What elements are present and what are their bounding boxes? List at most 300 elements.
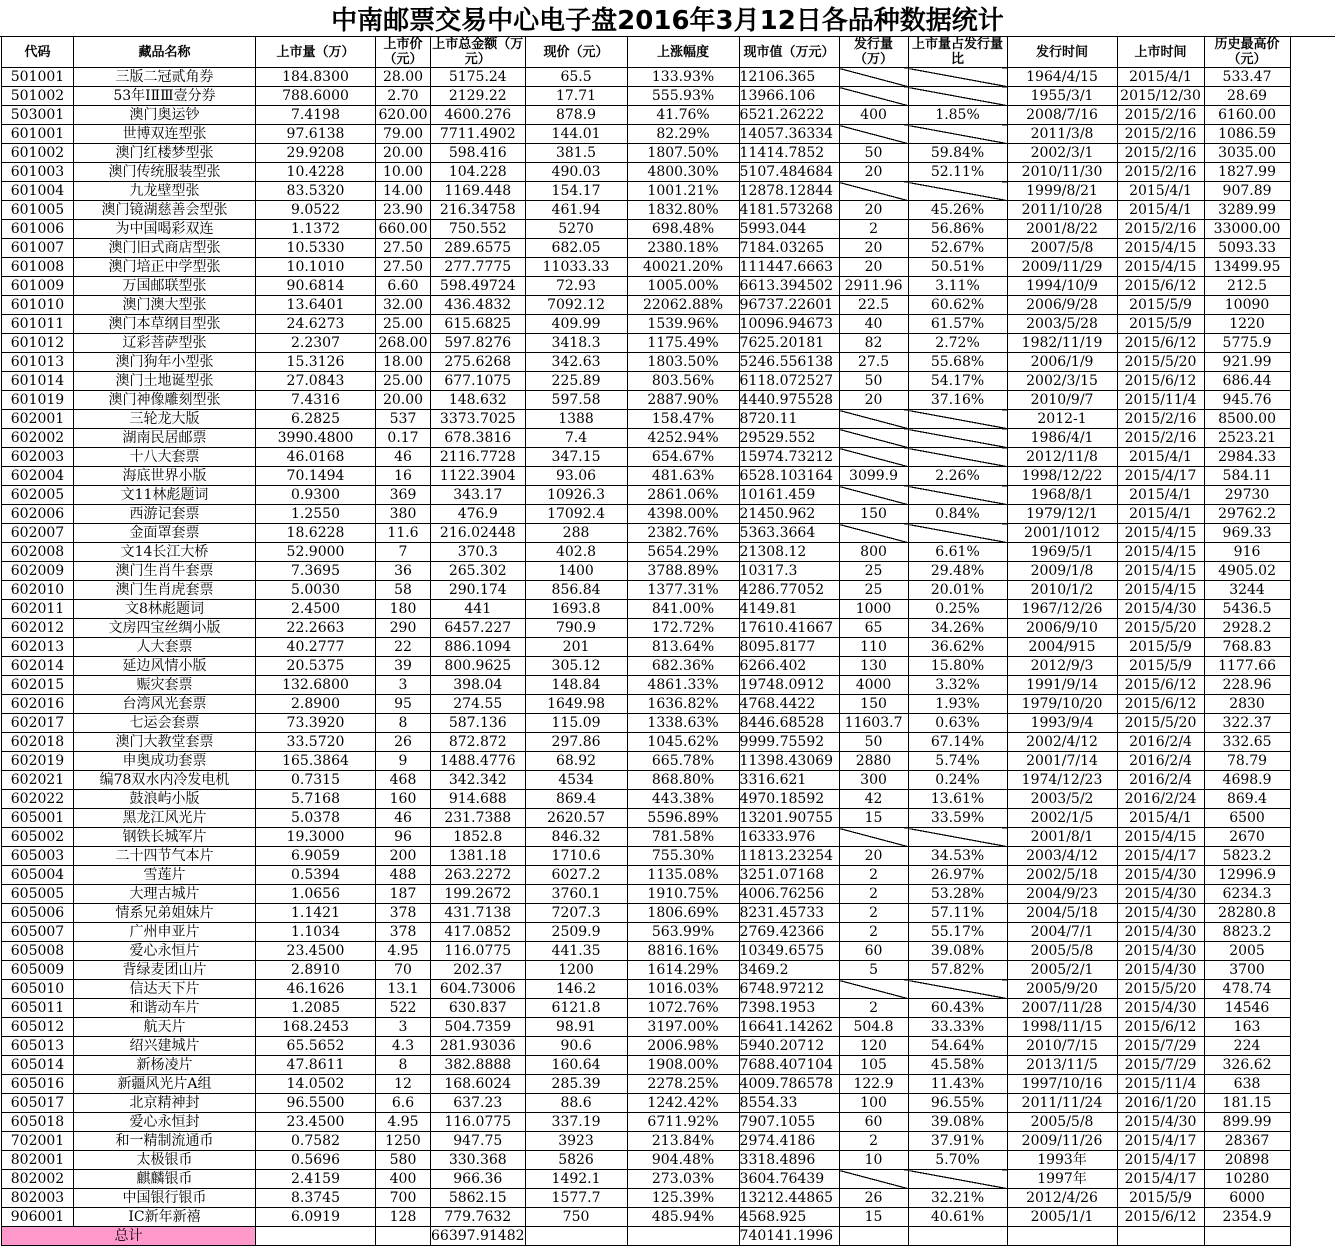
table-cell: 42 xyxy=(839,790,908,809)
table-cell: 7184.03265 xyxy=(739,239,839,258)
table-cell: 澳门奥运钞 xyxy=(74,106,256,125)
table-cell: 476.9 xyxy=(431,505,526,524)
table-cell: 60.43% xyxy=(908,999,1007,1018)
table-cell: 907.89 xyxy=(1204,182,1290,201)
table-cell: 79.00 xyxy=(376,125,431,144)
table-cell: 436.4832 xyxy=(431,296,526,315)
table-cell: 2015/6/12 xyxy=(1117,695,1204,714)
table-cell: 20898 xyxy=(1204,1151,1290,1170)
table-cell: 4286.77052 xyxy=(739,581,839,600)
table-cell: 969.33 xyxy=(1204,524,1290,543)
table-cell: 868.80% xyxy=(627,771,739,790)
table-cell: IC新年新禧 xyxy=(74,1208,256,1227)
table-cell: 3373.7025 xyxy=(431,410,526,429)
table-cell: 32.21% xyxy=(908,1189,1007,1208)
table-cell: 800.9625 xyxy=(431,657,526,676)
table-cell: 213.84% xyxy=(627,1132,739,1151)
table-cell: 15.3126 xyxy=(256,353,376,372)
table-cell: 597.8276 xyxy=(431,334,526,353)
table-cell: 2015/4/15 xyxy=(1117,828,1204,847)
table-cell: 4.95 xyxy=(376,942,431,961)
column-header: 藏品名称 xyxy=(74,37,256,68)
table-cell: 6.6 xyxy=(376,1094,431,1113)
table-cell: 8823.2 xyxy=(1204,923,1290,942)
table-cell: 1250 xyxy=(376,1132,431,1151)
table-cell: 2015/4/17 xyxy=(1117,1132,1204,1151)
table-cell: 29529.552 xyxy=(739,429,839,448)
table-cell: 468 xyxy=(376,771,431,790)
table-cell: 5.74% xyxy=(908,752,1007,771)
table-cell: 10.4228 xyxy=(256,163,376,182)
table-cell: 1005.00% xyxy=(627,277,739,296)
table-cell: 54.64% xyxy=(908,1037,1007,1056)
table-cell: 32.00 xyxy=(376,296,431,315)
column-header: 发行时间 xyxy=(1007,37,1117,68)
table-cell: 2005/2/1 xyxy=(1007,961,1117,980)
table-cell: 2278.25% xyxy=(627,1075,739,1094)
table-cell: 125.39% xyxy=(627,1189,739,1208)
table-cell: 4006.76256 xyxy=(739,885,839,904)
table-cell: 60 xyxy=(839,1113,908,1132)
table-cell: 2880 xyxy=(839,752,908,771)
table-cell: 60 xyxy=(839,942,908,961)
table-cell: 2007/5/8 xyxy=(1007,239,1117,258)
table-cell: 5654.29% xyxy=(627,543,739,562)
table-cell: 115.09 xyxy=(525,714,627,733)
table-cell xyxy=(908,828,1007,847)
table-cell: 0.84% xyxy=(908,505,1007,524)
table-cell: 13.61% xyxy=(908,790,1007,809)
table-cell: 澳门传统服装型张 xyxy=(74,163,256,182)
table-cell: 2016/1/20 xyxy=(1117,1094,1204,1113)
table-cell: 2010/11/30 xyxy=(1007,163,1117,182)
table-cell: 5270 xyxy=(525,220,627,239)
table-cell: 10161.459 xyxy=(739,486,839,505)
table-cell: 2015/4/15 xyxy=(1117,524,1204,543)
table-cell: 世博双连型张 xyxy=(74,125,256,144)
table-row xyxy=(2,410,1291,429)
table-cell: 1998/12/22 xyxy=(1007,467,1117,486)
table-cell: 50 xyxy=(839,733,908,752)
table-cell: 广州申亚片 xyxy=(74,923,256,942)
table-cell: 869.4 xyxy=(525,790,627,809)
table-cell: 2.8910 xyxy=(256,961,376,980)
table-cell: 1974/12/23 xyxy=(1007,771,1117,790)
table-cell: 501001 xyxy=(2,68,74,87)
table-cell: 1492.1 xyxy=(525,1170,627,1189)
table-cell: 2015/5/9 xyxy=(1117,315,1204,334)
table-cell: 2006.98% xyxy=(627,1037,739,1056)
table-row xyxy=(2,524,1291,543)
table-cell: 4698.9 xyxy=(1204,771,1290,790)
table-cell: 24.6273 xyxy=(256,315,376,334)
table-cell: 50.51% xyxy=(908,258,1007,277)
table-row xyxy=(2,220,1291,239)
table-cell: 201 xyxy=(525,638,627,657)
table-cell: 8816.16% xyxy=(627,942,739,961)
table-cell: 13499.95 xyxy=(1204,258,1290,277)
table-cell: 台湾风光套票 xyxy=(74,695,256,714)
table-cell: 2015/5/20 xyxy=(1117,714,1204,733)
table-cell: 768.83 xyxy=(1204,638,1290,657)
table-cell: 10.5330 xyxy=(256,239,376,258)
table-cell xyxy=(908,486,1007,505)
table-cell: 2012-1 xyxy=(1007,410,1117,429)
table-cell: 2002/3/1 xyxy=(1007,144,1117,163)
table-cell: 2.70 xyxy=(376,87,431,106)
table-cell: 19748.0912 xyxy=(739,676,839,695)
table-cell: 1997/10/16 xyxy=(1007,1075,1117,1094)
table-cell: 1982/11/19 xyxy=(1007,334,1117,353)
table-cell: 7 xyxy=(376,543,431,562)
table-cell: 602021 xyxy=(2,771,74,790)
table-cell: 305.12 xyxy=(525,657,627,676)
table-cell: 1072.76% xyxy=(627,999,739,1018)
table-cell: 40.2777 xyxy=(256,638,376,657)
column-header: 代码 xyxy=(2,37,74,68)
table-cell: 29762.2 xyxy=(1204,505,1290,524)
table-cell: 8500.00 xyxy=(1204,410,1290,429)
table-cell: 598.49724 xyxy=(431,277,526,296)
table-cell: 7688.407104 xyxy=(739,1056,839,1075)
table-cell: 297.86 xyxy=(525,733,627,752)
table-cell: 6000 xyxy=(1204,1189,1290,1208)
table-cell: 2830 xyxy=(1204,695,1290,714)
table-cell: 100 xyxy=(839,1094,908,1113)
table-cell: 1693.8 xyxy=(525,600,627,619)
table-cell: 文14长江大桥 xyxy=(74,543,256,562)
table-row xyxy=(2,372,1291,391)
table-cell: 6118.072527 xyxy=(739,372,839,391)
table-cell: 5363.3664 xyxy=(739,524,839,543)
table-cell: 6.60 xyxy=(376,277,431,296)
table-cell: 290.174 xyxy=(431,581,526,600)
table-cell: 150 xyxy=(839,695,908,714)
table-cell: 澳门大教堂套票 xyxy=(74,733,256,752)
table-cell: 1.1372 xyxy=(256,220,376,239)
table-cell: 14057.36334 xyxy=(739,125,839,144)
table-cell: 104.228 xyxy=(431,163,526,182)
table-cell: 11414.7852 xyxy=(739,144,839,163)
table-cell: 3 xyxy=(376,1018,431,1037)
table-cell: 20 xyxy=(839,258,908,277)
table-cell: 602003 xyxy=(2,448,74,467)
table-cell: 2015/6/12 xyxy=(1117,1208,1204,1227)
table-cell: 55.17% xyxy=(908,923,1007,942)
table-cell: 120 xyxy=(839,1037,908,1056)
table-cell: 1242.42% xyxy=(627,1094,739,1113)
table-cell: 澳门狗年小型张 xyxy=(74,353,256,372)
table-cell: 27.50 xyxy=(376,258,431,277)
table-cell: 6500 xyxy=(1204,809,1290,828)
table-cell: 382.8888 xyxy=(431,1056,526,1075)
table-cell: 23.4500 xyxy=(256,1113,376,1132)
table-cell: 605002 xyxy=(2,828,74,847)
column-header: 上市时间 xyxy=(1117,37,1204,68)
table-cell: 2015/4/17 xyxy=(1117,1170,1204,1189)
table-cell: 5.70% xyxy=(908,1151,1007,1170)
table-cell: 6613.394502 xyxy=(739,277,839,296)
table-cell: 65 xyxy=(839,619,908,638)
table-cell: 10317.3 xyxy=(739,562,839,581)
table-cell: 33.33% xyxy=(908,1018,1007,1037)
table-cell: 802002 xyxy=(2,1170,74,1189)
table-cell: 金面罩套票 xyxy=(74,524,256,543)
table-cell: 601012 xyxy=(2,334,74,353)
table-cell: 602012 xyxy=(2,619,74,638)
table-cell: 20.00 xyxy=(376,391,431,410)
table-cell: 82 xyxy=(839,334,908,353)
table-cell: 4.3 xyxy=(376,1037,431,1056)
table-cell: 10096.94673 xyxy=(739,315,839,334)
table-cell: 602013 xyxy=(2,638,74,657)
total-label: 总计 xyxy=(2,1227,256,1246)
table-cell: 13.6401 xyxy=(256,296,376,315)
table-cell: 813.64% xyxy=(627,638,739,657)
table-cell: 1807.50% xyxy=(627,144,739,163)
table-cell: 3099.9 xyxy=(839,467,908,486)
table-row xyxy=(2,448,1291,467)
table-cell: 2001/1012 xyxy=(1007,524,1117,543)
table-cell: 2013/11/5 xyxy=(1007,1056,1117,1075)
table-cell xyxy=(908,429,1007,448)
table-cell: 2015/6/12 xyxy=(1117,372,1204,391)
table-cell: 1979/12/1 xyxy=(1007,505,1117,524)
table-cell: 6121.8 xyxy=(525,999,627,1018)
table-cell: 1045.62% xyxy=(627,733,739,752)
table-cell: 2009/11/29 xyxy=(1007,258,1117,277)
table-cell: 224 xyxy=(1204,1037,1290,1056)
table-cell: 12878.12844 xyxy=(739,182,839,201)
table-cell: 4.95 xyxy=(376,1113,431,1132)
table-cell: 1955/3/1 xyxy=(1007,87,1117,106)
table-cell: 28.69 xyxy=(1204,87,1290,106)
table-cell: 17610.41667 xyxy=(739,619,839,638)
table-row xyxy=(2,980,1291,999)
table-cell: 7711.4902 xyxy=(431,125,526,144)
table-cell: 7.4 xyxy=(525,429,627,448)
table-cell: 231.7388 xyxy=(431,809,526,828)
table-cell: 906001 xyxy=(2,1208,74,1227)
table-row xyxy=(2,961,1291,980)
table-cell: 181.15 xyxy=(1204,1094,1290,1113)
table-cell: 602002 xyxy=(2,429,74,448)
table-cell: 10280 xyxy=(1204,1170,1290,1189)
table-cell: 3 xyxy=(376,676,431,695)
table-cell: 29.9208 xyxy=(256,144,376,163)
table-row xyxy=(2,581,1291,600)
table-cell: 1910.75% xyxy=(627,885,739,904)
table-cell: 大理古城片 xyxy=(74,885,256,904)
table-cell: 2006/1/9 xyxy=(1007,353,1117,372)
table-cell: 中国银行银币 xyxy=(74,1189,256,1208)
table-cell: 2015/4/1 xyxy=(1117,68,1204,87)
table-cell: 55.68% xyxy=(908,353,1007,372)
table-cell: 11603.7 xyxy=(839,714,908,733)
table-row xyxy=(2,163,1291,182)
table-row xyxy=(2,828,1291,847)
table-row xyxy=(2,277,1291,296)
table-cell: 航天片 xyxy=(74,1018,256,1037)
table-cell xyxy=(908,524,1007,543)
table-row xyxy=(2,676,1291,695)
table-cell: 144.01 xyxy=(525,125,627,144)
table-cell: 916 xyxy=(1204,543,1290,562)
table-cell xyxy=(908,68,1007,87)
table-cell: 605004 xyxy=(2,866,74,885)
table-cell: 2003/5/28 xyxy=(1007,315,1117,334)
table-cell: 677.1075 xyxy=(431,372,526,391)
table-cell: 2015/6/12 xyxy=(1117,1018,1204,1037)
table-cell: 60.62% xyxy=(908,296,1007,315)
table-cell: 2002/3/15 xyxy=(1007,372,1117,391)
table-cell: 2015/5/20 xyxy=(1117,980,1204,999)
table-cell: 605008 xyxy=(2,942,74,961)
table-cell: 90.6814 xyxy=(256,277,376,296)
table-cell: 澳门土地诞型张 xyxy=(74,372,256,391)
table-cell: 13966.106 xyxy=(739,87,839,106)
table-cell: 4568.925 xyxy=(739,1208,839,1227)
table-cell: 46.0168 xyxy=(256,448,376,467)
table-row xyxy=(2,144,1291,163)
table-cell: 和一精制流通币 xyxy=(74,1132,256,1151)
table-cell: 3923 xyxy=(525,1132,627,1151)
table-cell: 27.5 xyxy=(839,353,908,372)
table-cell: 105 xyxy=(839,1056,908,1075)
table-row xyxy=(2,1132,1291,1151)
table-cell xyxy=(839,125,908,144)
table-cell: 45.58% xyxy=(908,1056,1007,1075)
table-row xyxy=(2,201,1291,220)
table-cell: 20.00 xyxy=(376,144,431,163)
table-cell: 2015/5/9 xyxy=(1117,296,1204,315)
table-cell: 2006/9/28 xyxy=(1007,296,1117,315)
table-cell: 0.25% xyxy=(908,600,1007,619)
table-cell: 2003/4/12 xyxy=(1007,847,1117,866)
table-cell: 2015/5/9 xyxy=(1117,657,1204,676)
table-cell: 1969/5/1 xyxy=(1007,543,1117,562)
table-cell: 5093.33 xyxy=(1204,239,1290,258)
table-cell: 46 xyxy=(376,809,431,828)
table-row xyxy=(2,562,1291,581)
table-row xyxy=(2,125,1291,144)
table-cell: 1377.31% xyxy=(627,581,739,600)
table-cell: 11813.23254 xyxy=(739,847,839,866)
table-cell: 605011 xyxy=(2,999,74,1018)
table-cell: 2.4159 xyxy=(256,1170,376,1189)
table-cell: 十八大套票 xyxy=(74,448,256,467)
table-cell: 504.7359 xyxy=(431,1018,526,1037)
table-cell: 342.342 xyxy=(431,771,526,790)
table-row xyxy=(2,904,1291,923)
table-cell: 869.4 xyxy=(1204,790,1290,809)
table-cell: 899.99 xyxy=(1204,1113,1290,1132)
table-cell: 615.6825 xyxy=(431,315,526,334)
table-cell: 56.86% xyxy=(908,220,1007,239)
table-cell: 0.5696 xyxy=(256,1151,376,1170)
table-cell: 148.632 xyxy=(431,391,526,410)
table-cell: 11398.43069 xyxy=(739,752,839,771)
table-cell: 编78双水内冷发电机 xyxy=(74,771,256,790)
table-row xyxy=(2,334,1291,353)
table-cell: 3990.4800 xyxy=(256,429,376,448)
table-cell: 8446.68528 xyxy=(739,714,839,733)
table-cell: 7.4316 xyxy=(256,391,376,410)
table-cell: 187 xyxy=(376,885,431,904)
table-cell: 22062.88% xyxy=(627,296,739,315)
table-cell: 33.5720 xyxy=(256,733,376,752)
table-row xyxy=(2,1075,1291,1094)
table-cell: 新疆风光片A组 xyxy=(74,1075,256,1094)
table-cell: 52.11% xyxy=(908,163,1007,182)
table-cell: 2011/10/28 xyxy=(1007,201,1117,220)
table-cell: 二十四节气本片 xyxy=(74,847,256,866)
table-cell: 180 xyxy=(376,600,431,619)
table-cell: 485.94% xyxy=(627,1208,739,1227)
table-cell: 2004/915 xyxy=(1007,638,1117,657)
table-cell: 14.0502 xyxy=(256,1075,376,1094)
table-cell: 2007/11/28 xyxy=(1007,999,1117,1018)
table-row xyxy=(2,353,1291,372)
table-cell: 3244 xyxy=(1204,581,1290,600)
table-cell: 285.39 xyxy=(525,1075,627,1094)
table-cell: 168.2453 xyxy=(256,1018,376,1037)
table-cell: 2015/4/1 xyxy=(1117,182,1204,201)
table-cell: 2015/4/30 xyxy=(1117,866,1204,885)
table-cell xyxy=(908,182,1007,201)
table-cell: 605016 xyxy=(2,1075,74,1094)
table-cell: 2015/4/17 xyxy=(1117,1151,1204,1170)
table-cell: 10090 xyxy=(1204,296,1290,315)
table-cell: 1400 xyxy=(525,562,627,581)
table-cell: 1.1421 xyxy=(256,904,376,923)
table-cell: 872.872 xyxy=(431,733,526,752)
table-cell: 10.00 xyxy=(376,163,431,182)
table-cell: 2015/2/16 xyxy=(1117,125,1204,144)
table-cell xyxy=(839,1170,908,1189)
column-header: 历史最高价（元） xyxy=(1204,37,1290,68)
column-header: 上市总金额（万元） xyxy=(432,37,524,67)
table-cell: 3289.99 xyxy=(1204,201,1290,220)
table-cell xyxy=(839,429,908,448)
table-cell: 2009/1/8 xyxy=(1007,562,1117,581)
table-cell: 54.17% xyxy=(908,372,1007,391)
table-cell: 10 xyxy=(839,1151,908,1170)
table-cell: 11.6 xyxy=(376,524,431,543)
table-cell: 2016/2/4 xyxy=(1117,752,1204,771)
table-row xyxy=(2,809,1291,828)
table-cell: 682.05 xyxy=(525,239,627,258)
table-row xyxy=(2,714,1291,733)
table-cell: 93.06 xyxy=(525,467,627,486)
table-cell: 23.4500 xyxy=(256,942,376,961)
table-cell: 西游记套票 xyxy=(74,505,256,524)
table-cell: 698.48% xyxy=(627,220,739,239)
table-row xyxy=(2,68,1291,87)
table-cell: 2015/4/30 xyxy=(1117,904,1204,923)
table-cell: 59.84% xyxy=(908,144,1007,163)
table-cell: 11033.33 xyxy=(525,258,627,277)
table-cell: 2015/6/12 xyxy=(1117,676,1204,695)
table-cell: 钢铁长城军片 xyxy=(74,828,256,847)
table-cell: 57.82% xyxy=(908,961,1007,980)
table-cell: 678.3816 xyxy=(431,429,526,448)
table-cell: 14546 xyxy=(1204,999,1290,1018)
table-cell: 378 xyxy=(376,923,431,942)
table-cell: 122.9 xyxy=(839,1075,908,1094)
table-cell: 3.11% xyxy=(908,277,1007,296)
table-cell: 2001/8/22 xyxy=(1007,220,1117,239)
